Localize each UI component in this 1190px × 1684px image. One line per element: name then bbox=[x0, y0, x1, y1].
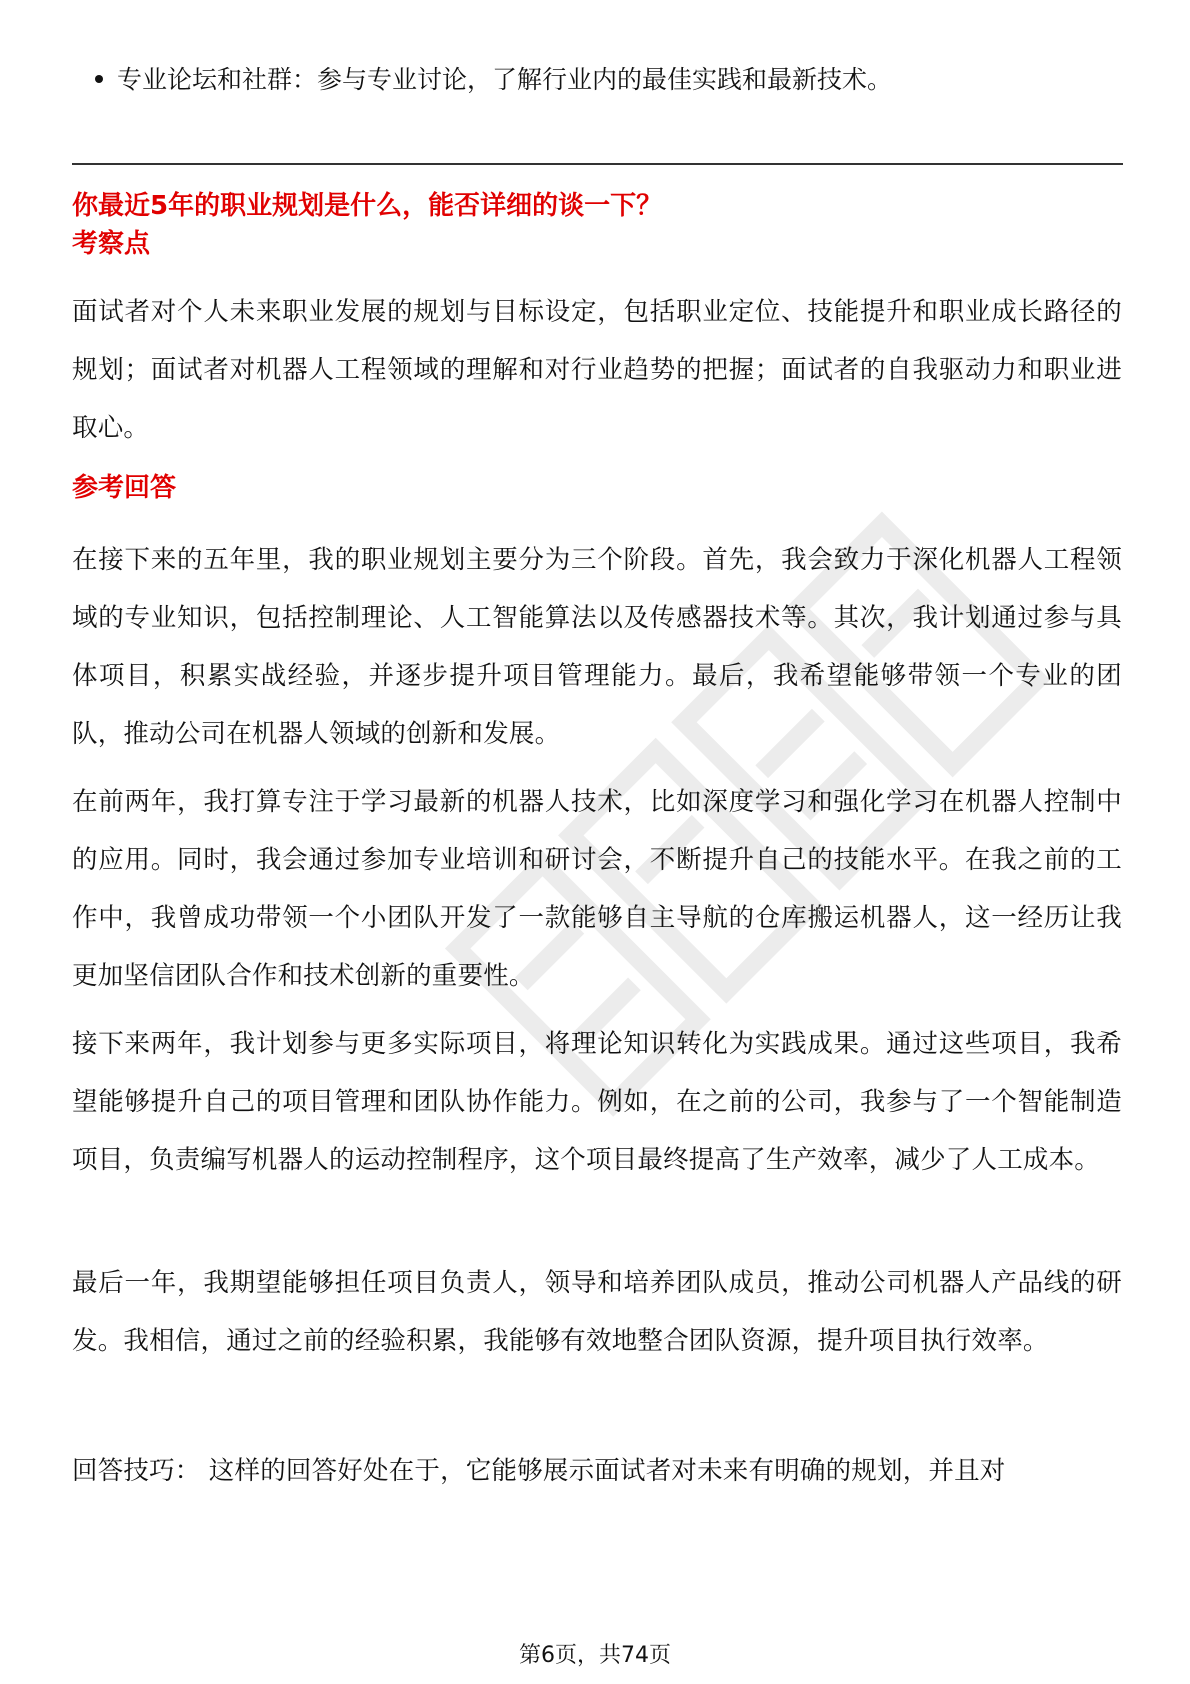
answer-paragraph-3: 接下来两年，我计划参与更多实际项目，将理论知识转化为实践成果。通过这些项目，我希望能够提升自己的项目管理和团队协作能力。例如，在之前的公司，我参与了一个智能制造项目，负责编写机器人的运动控制程序，这个项目最终提高了生产效率，减少了人工成本。 bbox=[72, 1029, 1122, 1175]
section-heading-assessment: 考察点 bbox=[72, 229, 151, 259]
bullet-text: 专业论坛和社群：参与专业讨论，了解行业内的最佳实践和最新技术。 bbox=[117, 65, 893, 94]
assessment-text: 面试者对个人未来职业发展的规划与目标设定，包括职业定位、技能提升和职业成长路径的规划；面试者对机器人工程领域的理解和对行业趋势的把握；面试者的自我驱动力和职业进取心。 bbox=[72, 297, 1122, 443]
bullet-dot-icon bbox=[95, 75, 103, 83]
page-number-footer: 第6页，共74页 bbox=[519, 1643, 671, 1668]
section-divider bbox=[72, 163, 1123, 165]
answer-tip-text: 回答技巧： 这样的回答好处在于，它能够展示面试者对未来有明确的规划，并且对 bbox=[72, 1456, 1006, 1486]
previous-bullet-item bbox=[95, 62, 892, 98]
section-heading-reference-answer: 参考回答 bbox=[72, 473, 177, 503]
answer-paragraph-1: 在接下来的五年里，我的职业规划主要分为三个阶段。首先，我会致力于深化机器人工程领域的专业知识，包括控制理论、人工智能算法以及传感器技术等。其次，我计划通过参与具体项目，积累实战经验，并逐步提升项目管理能力。最后，我希望能够带领一个专业的团队，推动公司在机器人领域的创新和发展。 bbox=[72, 545, 1122, 749]
answer-paragraph-4: 最后一年，我期望能够担任项目负责人，领导和培养团队成员，推动公司机器人产品线的研发。我相信，通过之前的经验积累，我能够有效地整合团队资源，提升项目执行效率。 bbox=[72, 1268, 1122, 1356]
question-title: 你最近5年的职业规划是什么，能否详细的谈一下？ bbox=[72, 191, 663, 221]
answer-paragraph-2: 在前两年，我打算专注于学习最新的机器人技术，比如深度学习和强化学习在机器人控制中的应用。同时，我会通过参加专业培训和研讨会，不断提升自己的技能水平。在我之前的工作中，我曾成功带领一个小团队开发了一款能够自主导航的仓库搬运机器人，这一经历让我更加坚信团队合作和技术创新的重要性。 bbox=[72, 787, 1122, 991]
